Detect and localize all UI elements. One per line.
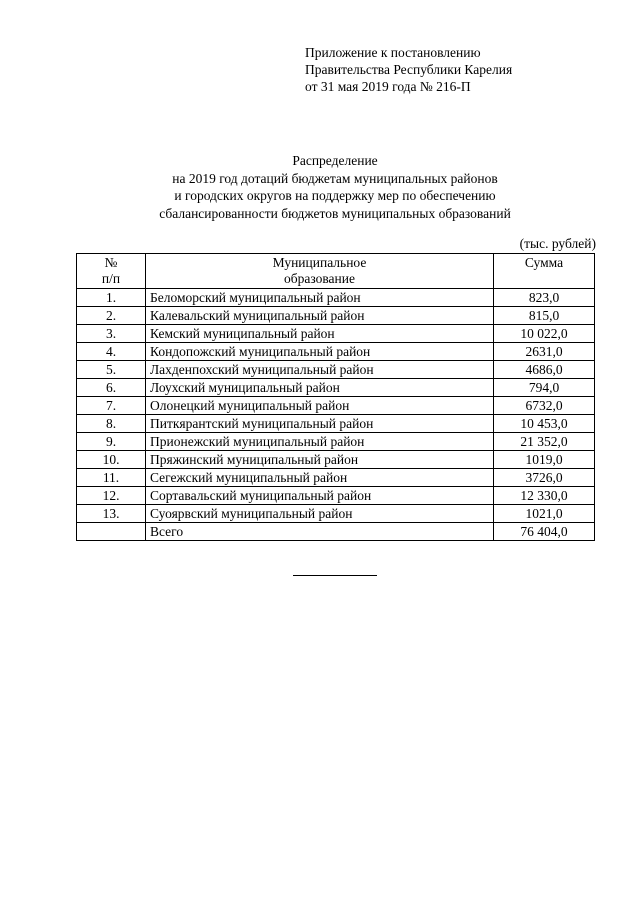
- table-row: [77, 487, 595, 505]
- municipality-name: Сегежский муниципальный район: [146, 469, 494, 487]
- row-number: 10.: [77, 451, 146, 469]
- row-number: 11.: [77, 469, 146, 487]
- row-sum: 823,0: [494, 289, 595, 307]
- municipality-name: Кондопожский муниципальный район: [146, 343, 494, 361]
- appendix-line: Правительства Республики Карелия: [305, 62, 513, 77]
- row-sum: 1019,0: [494, 451, 595, 469]
- municipality-name: Кемский муниципальный район: [146, 325, 494, 343]
- total-row: [77, 523, 595, 541]
- row-sum: 6732,0: [494, 397, 595, 415]
- table-row: [77, 379, 595, 397]
- municipality-name: Лоухский муниципальный район: [146, 379, 494, 397]
- header-name-line2: образование: [284, 271, 355, 286]
- row-number: 12.: [77, 487, 146, 505]
- municipality-name: Сортавальский муниципальный район: [146, 487, 494, 505]
- row-sum: 1021,0: [494, 505, 595, 523]
- municipality-name: Калевальский муниципальный район: [146, 307, 494, 325]
- title-line: на 2019 год дотаций бюджетам муниципальных районов: [172, 170, 498, 186]
- row-sum: 3726,0: [494, 469, 595, 487]
- municipality-name: Олонецкий муниципальный район: [146, 397, 494, 415]
- table-header: [77, 254, 595, 289]
- table-row: [77, 343, 595, 361]
- row-number: 8.: [77, 415, 146, 433]
- header-sum-label: Сумма: [524, 255, 564, 270]
- closing-rule: [293, 575, 377, 576]
- row-number: 13.: [77, 505, 146, 523]
- row-number: 1.: [77, 289, 146, 307]
- table-row: [77, 451, 595, 469]
- document-title: [75, 152, 595, 222]
- table-row: [77, 505, 595, 523]
- row-number: 2.: [77, 307, 146, 325]
- municipality-name: Прионежский муниципальный район: [146, 433, 494, 451]
- table-body: [77, 289, 595, 541]
- municipality-name: Питкярантский муниципальный район: [146, 415, 494, 433]
- appendix-note: [305, 44, 512, 95]
- row-number: [77, 523, 146, 541]
- table-row: [77, 469, 595, 487]
- row-number: 3.: [77, 325, 146, 343]
- row-sum: 815,0: [494, 307, 595, 325]
- title-line: Распределение: [292, 153, 378, 168]
- municipality-name: Лахденпохский муниципальный район: [146, 361, 494, 379]
- appendix-line: от 31 мая 2019 года № 216-П: [305, 79, 471, 94]
- municipality-name: Беломорский муниципальный район: [146, 289, 494, 307]
- appendix-line: Приложение к постановлению: [305, 45, 481, 60]
- municipality-name: Суоярвский муниципальный район: [146, 505, 494, 523]
- row-sum: 2631,0: [494, 343, 595, 361]
- table-row: [77, 397, 595, 415]
- row-sum: 10 022,0: [494, 325, 595, 343]
- header-num-line1: №: [104, 255, 118, 270]
- row-number: 5.: [77, 361, 146, 379]
- row-number: 9.: [77, 433, 146, 451]
- row-sum: 10 453,0: [494, 415, 595, 433]
- header-row: [77, 254, 595, 289]
- table-row: [77, 325, 595, 343]
- row-number: 4.: [77, 343, 146, 361]
- title-line: и городских округов на поддержку мер по обеспечению: [174, 188, 496, 203]
- total-label: Всего: [146, 523, 494, 541]
- header-num-line2: п/п: [101, 271, 121, 286]
- row-sum: 12 330,0: [494, 487, 595, 505]
- table-row: [77, 361, 595, 379]
- header-sum: [494, 254, 595, 289]
- table-row: [77, 307, 595, 325]
- row-sum: 4686,0: [494, 361, 595, 379]
- title-line: сбалансированности бюджетов муниципальных образований: [159, 205, 511, 221]
- row-number: 7.: [77, 397, 146, 415]
- header-num: [77, 254, 146, 289]
- table-row: [77, 415, 595, 433]
- row-number: 6.: [77, 379, 146, 397]
- row-sum: 794,0: [494, 379, 595, 397]
- row-sum: 21 352,0: [494, 433, 595, 451]
- distribution-table: [76, 253, 595, 541]
- units-label: (тыс. рублей): [519, 236, 596, 251]
- header-name-line1: Муниципальное: [272, 255, 367, 270]
- table-row: [77, 433, 595, 451]
- total-sum: 76 404,0: [494, 523, 595, 541]
- table-row: [77, 289, 595, 307]
- header-name: [146, 254, 494, 289]
- municipality-name: Пряжинский муниципальный район: [146, 451, 494, 469]
